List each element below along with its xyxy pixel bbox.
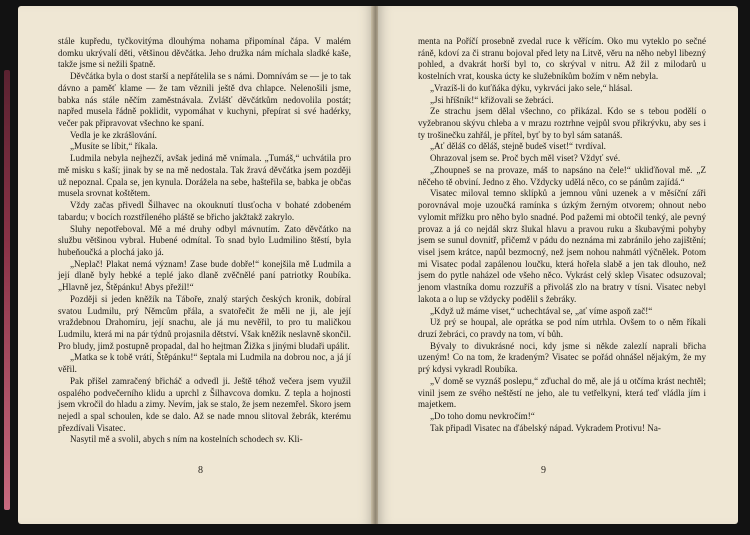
paragraph: Už prý se houpal, ale oprátka se pod ním utrhla. Ovšem to o něm říkali druzí žebráci, co pravdy na tom, ví bůh. [418,317,706,339]
paragraph: „Zhoupneš se na provaze, máš to napsáno na čele!“ ukliďňoval mě. „Z něčeho tě obviní. Jedno z ěho. Vždycky udělá něco, co se pánům zajídá.“ [418,164,706,187]
paragraph: „V domě se vyznáš poslepu,“ zďuchal do mě, ale já u otčíma krást nechtěl; vinil jsem ze svého neštěstí ne jeho, ale tu vetřelkyni, která teď vládla jím i majetkem. [418,375,706,410]
paragraph: „Musíte se líbit,“ říkala. [70,141,158,152]
paragraph: Vedla je ke zkrášlování. [70,129,157,140]
paragraph: Sluhy nepotřeboval. Mě a mé druhy odbyl mávnutím. Zato děvčátko na službu většinou vybral. Hubené odmítal. To snad bylo Ludmilino štěstí, byla hubeňoučká a plochá jako já. [58,223,351,257]
paragraph: Tak připadl Visatec na ďábelský nápad. Vykradem Protivu! Na- [430,422,661,433]
paragraph: „Neplač! Plakat nemá význam! Zase bude dobře!“ konejšila mě Ludmila a její dlaně byly hebké a teplé jako dlaně zvěčnělé paní patriotky Roubíka. „Hlavně jez, Štěpánku! Abys přežil!“ [58,258,351,293]
paragraph: Ludmila nebyla nejhezčí, avšak jediná mě vnímala. „Tumáš,“ uchvátila pro mě misku s kaší; jinak by se na mě nedostala. Tak žravá děvčátka jsem později už nepoznal. Cpala se, jen kynula. Dorážela na sebe, hašteřila se, babka je občas musela srovnat koštětem. [58,153,351,199]
left-page-text [58,36,351,446]
page-number: 8 [198,465,203,476]
paragraph: stále kupředu, tyčkovitýma dlouhýma nohama připomínal čápa. V malém domku ukrývalí děti, většinou děvčátka. Jeho družka nám míchala sladké kaše, takže jsme si nežili špatně. [58,36,351,70]
paragraph: „Ať děláš co děláš, stejně budeš viset!“ tvrdíval. [430,141,606,152]
paragraph: Pak přišel zamračený břicháč a odvedl ji. Ještě téhož večera jsem využil ospalého podvečerního klidu a uprchl z Šilhavcova domku. Z tepla a hojnosti jsem vkročil do hladu a zimy. Nevím, jak se stalo, že jsem nezemřel. Skoro jsem nejedl a spal schoulen, kde se dalo. Až se nade mnou slitoval žebrák, kterému přezdívali Visatec. [58,375,351,433]
book-edge-strip [4,70,10,510]
paragraph: Visatec miloval temno sklípků a jemnou vůni uzenek a v měsíční záři porovnával moje uzoučká ramínka s úzkým žerným otvorem; ohnout nebo vylomit mřížku pro něho bylo snadné. Pod pažemi mi obtočil tenký, ale pevný provaz a já co nejdál skrz šlukal hlavu a pravou ruku a škubavými pohyby jsem se sunul dovnitř, přičemž v pádu do neznáma mi zabránilo jeho zajištění; visel jsem krátce, napůl bezmocný, než jsem nohou nahmátl výčnělek. Potom mi Visatec podal zapálenou loučku, která hořela slabě a jen tak dlouho, než jsem do pytle naházel ode všeho něco. Vykrást celý sklep Visatec odsuzoval; jenom vlastníka domu rozzuříš a přivoláš zlo na bratry v tísni. Visatec nebyl lakota a o lup se vždycky podělil s žebráky. [418,188,706,304]
paragraph: „Matka se k tobě vrátí, Štěpánku!“ šeptala mi Ludmila na dobrou noc, a já jí věřil. [58,352,351,375]
paragraph: „Když už máme viset,“ uchechtával se, „ať víme aspoň zač!“ [430,305,653,316]
paragraph: Děvčátka byla o dost starší a nepřátelila se s námi. Domnívám se — je to tak dávno a paměť klame — že tam věznili ještě dva chlapce. Nelenošili jsme, babka nás stále něčím zaměstnávala. Zvlášť děvčátkům nedovolila postát; napřed musela řádně poklidit, vypomáhat v kuchyni, přepírat si své hadérky, večer pak připravovat všechno ke spaní. [58,71,351,129]
right-page [378,6,738,524]
paragraph: Později si jeden kněžík na Táboře, znalý starých českých kronik, dobíral svatou Ludmilu, prý Němcům přála, a svatořečit že měli ne ji, ale její vraždebnou Drahomíru, její snachu, ale já mu nevěřil, to pro tu maličkou Ludmilu, která mi na pár týdnů projasnila dětství. Však kněžík neslavně skončil. Pro bludy, jimž postupně propadal, dal ho hejtman Žižka s jinými bludaři upálit. [58,293,351,351]
left-page [18,6,373,524]
paragraph: Bývaly to divukrásné noci, kdy jsme si někde zalezlí naprali břicha uzeným! Co na tom, že kradeným? Visatec se pořád ohnášel nějakým, že my prý kdysi vykradl Roubíka. [418,340,706,375]
paragraph: „Do toho domu nevkročím!“ [430,411,535,421]
paragraph: Ze strachu jsem dělal všechno, co přikázal. Kdo se s tebou podělí o vyžebranou skývu chleba a v mrazu roztrhne vejpůl svou přikrývku, aby ses i ty trošinečku zahřál, je přítel, byť by to byl sám satanáš. [418,106,706,140]
paragraph: Nasytil mě a svolil, abych s ním na kostelních schodech sv. Kli- [70,434,303,445]
paragraph: „Jsi hříšník!“ křižovali se žebráci. [430,94,554,105]
paragraph: menta na Poříčí prosebně zvedal ruce k věřícím. Oko mu vyteklo po sečné ráně, kdoví za či stranu bojoval před lety na Litvě, věru na něho nebyl libezný pohled, a dvakrát horší byl to, co skrýval v nitru. Až žil z milodarů u kostelních vrat, kouska úcty ke služebníkům božím v něm nebyla. [418,36,706,82]
paragraph: „Vrazíš-li do kuťňáka dýku, vykrváci jako sele,“ hlásal. [430,82,633,93]
page-number: 9 [541,465,546,476]
paragraph: Vždy začas přivedl Šilhavec na okouknutí tlusťocha v bohaté zdobeném tabardu; v bocích rozstříleného pláště se břicho jakžtakž zakrylo. [58,200,351,222]
paragraph: Ohrazoval jsem se. Proč bych měl viset? Vždyť své. [430,153,621,164]
right-page-text [418,36,706,434]
